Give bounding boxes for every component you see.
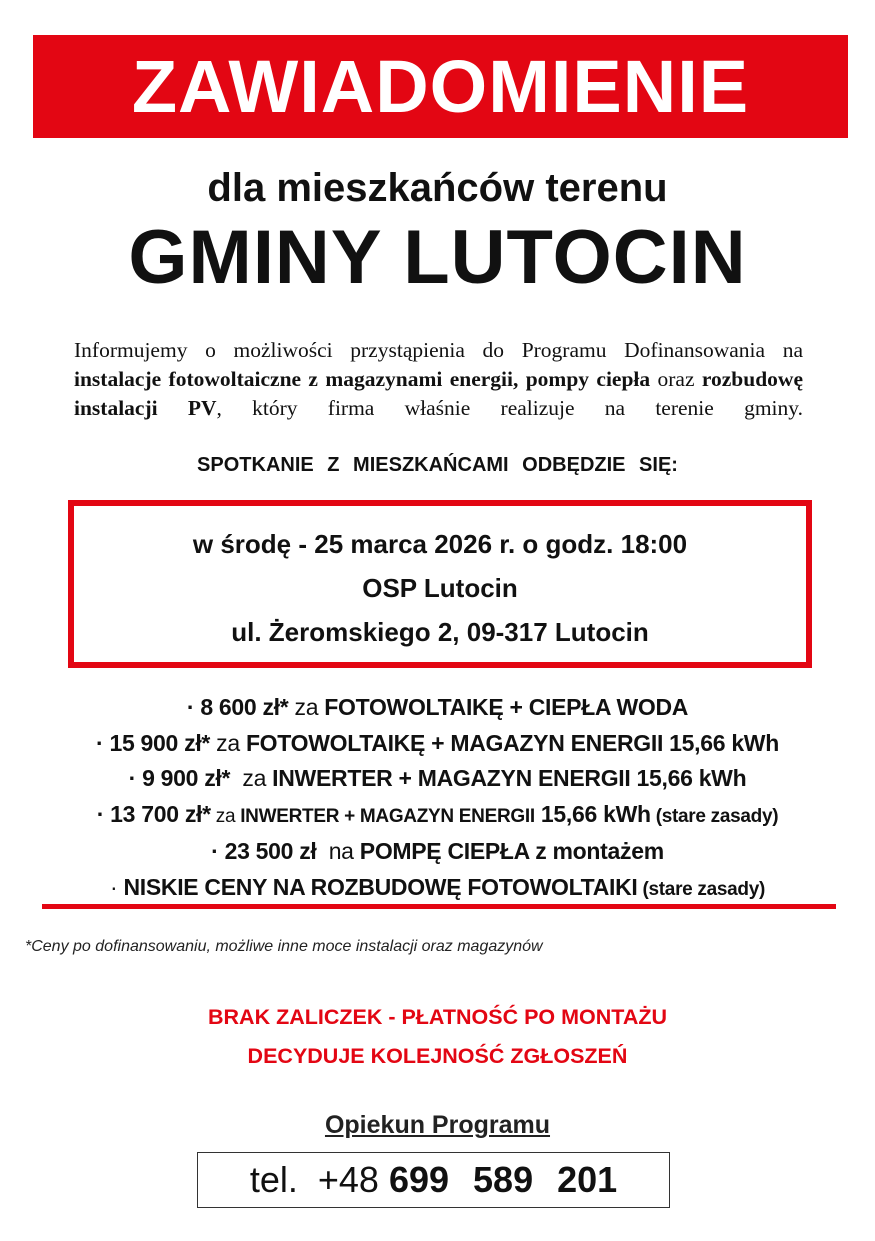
price-conn: na <box>316 838 360 865</box>
meeting-date: w środę - 25 marca 2026 r. o godz. 18:00 <box>192 529 688 559</box>
price-note: (stare zasady) <box>637 878 766 900</box>
price: · 9 900 zł* <box>128 765 231 792</box>
price-product: NISKIE CENY NA ROZBUDOWĘ FOTOWOLTAIKI <box>123 873 638 900</box>
intro-text: , który firma właśnie realizuje na terenie gminy. <box>216 396 803 420</box>
meeting-address: ul. Żeromskiego 2, 09-317 Lutocin <box>231 617 649 647</box>
price-item <box>0 870 875 908</box>
price-product: INWERTER + MAGAZYN ENERGII <box>240 805 535 827</box>
title-banner: ZAWIADOMIENIE <box>33 35 848 138</box>
price-note: (stare zasady) <box>650 805 779 827</box>
price: · 15 900 zł* <box>96 729 211 756</box>
price-product: FOTOWOLTAIKĘ + MAGAZYN ENERGII 15,66 kWh <box>245 729 779 756</box>
price: · 8 600 zł* <box>186 694 289 720</box>
intro-text: Informujemy o możliwości przystąpienia do Programu Dofinansowania na <box>74 338 803 362</box>
intro-text: oraz <box>650 367 702 391</box>
phone-prefix: tel. +48 <box>249 1159 389 1200</box>
intro-bold: instalacje fotowoltaiczne z magazynami energii, pompy ciepła <box>74 367 651 391</box>
notice-order: DECYDUJE KOLEJNOŚĆ ZGŁOSZEŃ <box>247 1044 628 1068</box>
price-list <box>0 690 875 908</box>
meeting-heading: SPOTKANIE Z MIESZKAŃCAMI ODBĘDZIE SIĘ: <box>197 454 678 476</box>
intro-bold: rozbudowę instalacji PV <box>74 367 803 420</box>
phone-box <box>197 1152 670 1208</box>
phone-number: 699 589 201 <box>388 1159 618 1200</box>
price-conn: za <box>288 694 325 720</box>
price-product: FOTOWOLTAIKĘ + CIEPŁA WODA <box>324 694 689 720</box>
intro-paragraph <box>74 336 803 423</box>
price-conn: za <box>210 805 241 827</box>
subtitle: dla mieszkańców terenu <box>207 166 668 210</box>
meeting-box <box>68 500 812 668</box>
price-item <box>0 726 875 762</box>
price-product: INWERTER + MAGAZYN ENERGII 15,66 kWh <box>272 765 747 792</box>
meeting-place: OSP Lutocin <box>362 573 518 603</box>
price-product: POMPĘ CIEPŁA z montażem <box>359 838 664 865</box>
price-item <box>0 761 875 797</box>
price-conn: za <box>210 729 246 756</box>
bullet: · <box>109 873 118 900</box>
price-conn: za <box>230 765 273 792</box>
price-item <box>0 690 875 726</box>
contact-label: Opiekun Programu <box>324 1111 551 1139</box>
footnote: *Ceny po dofinansowaniu, możliwe inne moce instalacji oraz magazynów <box>25 938 543 955</box>
price-item <box>0 797 875 835</box>
red-divider <box>42 904 836 909</box>
notice-no-advance: BRAK ZALICZEK - PŁATNOŚĆ PO MONTAŻU <box>207 1005 668 1029</box>
price-item <box>0 834 875 870</box>
price-product-capacity: 15,66 kWh <box>534 800 651 827</box>
price: · 23 500 zł <box>211 838 317 865</box>
price: · 13 700 zł* <box>96 800 211 827</box>
municipality-heading: GMINY LUTOCIN <box>128 215 747 300</box>
